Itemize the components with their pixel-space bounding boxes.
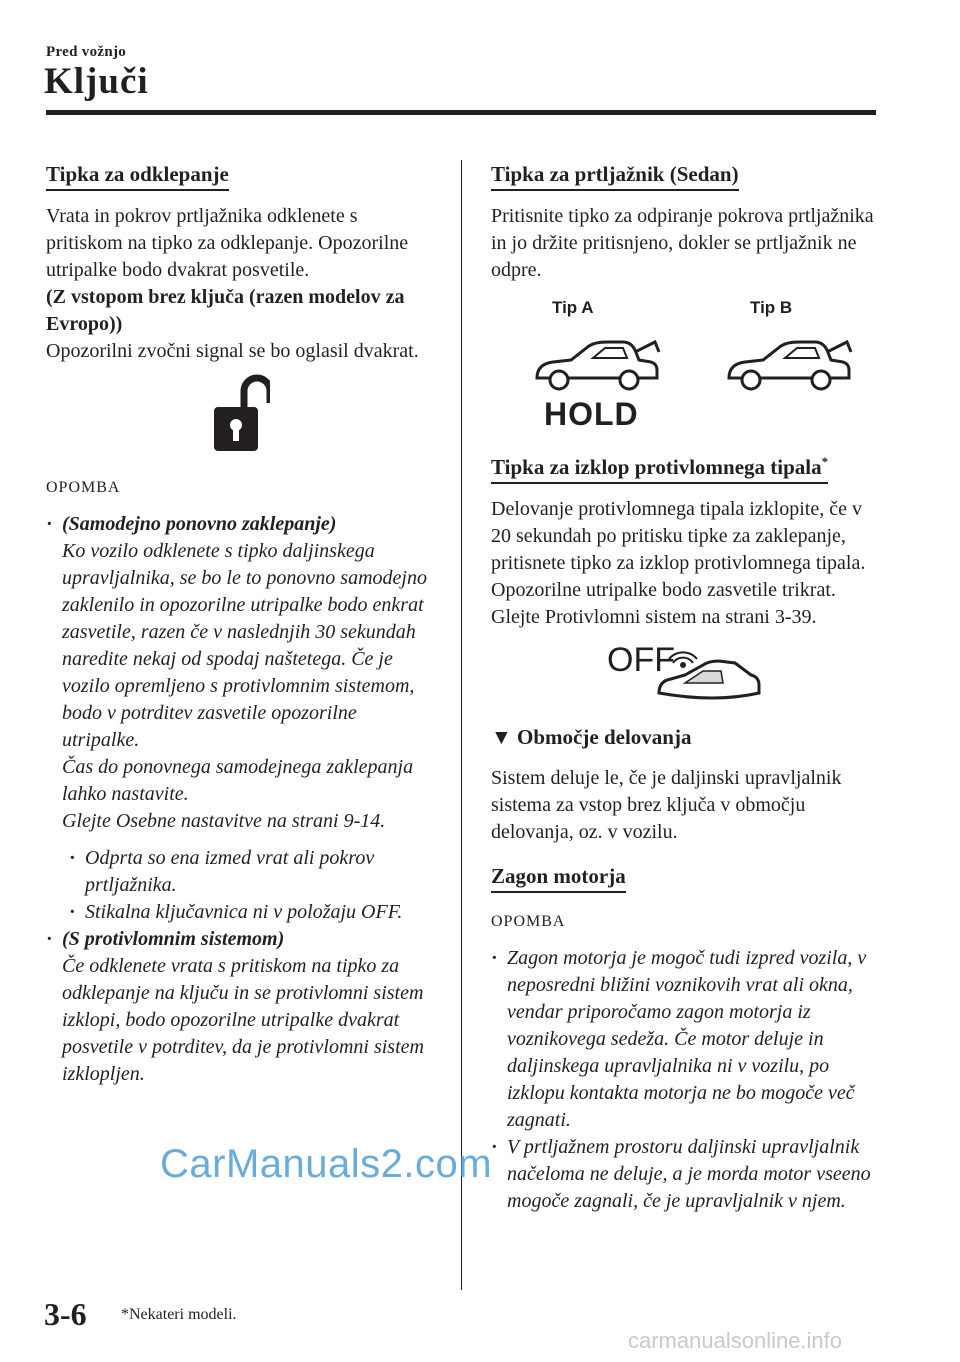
note-label: OPOMBA [491, 913, 566, 930]
note-item-autolock [46, 511, 436, 835]
note-item-alarm [46, 926, 436, 1088]
note-item-title: (Samodejno ponovno zaklepanje) [62, 513, 337, 535]
range-heading-text: Območje delovanja [517, 725, 692, 749]
intrusion-sensor-car-icon [655, 645, 765, 707]
sensor-ref: Glejte Protivlomni sistem na strani 3-39. [491, 606, 817, 628]
unlock-heading: Tipka za odklepanje [46, 160, 229, 191]
sensor-figure [491, 631, 881, 723]
sensor-text: Delovanje protivlomnega tipala izklopite, če v 20 sekundah po pritisku tipke za zaklepanje, pritisnete tipko za izklop protivlomnega tipala. Opozorilne utripalke bodo zasvetile trikrat. [491, 498, 866, 601]
trunk-heading: Tipka za prtljažnik (Sedan) [491, 160, 739, 191]
unlock-text: Vrata in pokrov prtljažnika odklenete s pritiskom na tipko za odklepanje. Opozorilne utripalke bodo dvakrat posvetile. [46, 205, 409, 281]
page-number: 3-6 [44, 1296, 87, 1332]
keyless-heading: (Z vstopom brez ključa (razen modelov za Evropo)) [46, 286, 405, 335]
note-label: OPOMBA [46, 479, 121, 496]
range-heading [491, 723, 881, 751]
note-item: · Zagon motorja je mogoč tudi izpred vozila, v neposredni bližini voznikovih vrat ali okna, vendar priporočamo zagon motorja iz voznikovega sedeža. Če motor deluje in daljinskega upravljalnika ni v vozilu, po izklopu kontakta motorja ne bo mogoče več zagnati. [491, 945, 881, 1134]
note-item-text2: Čas do ponovnega samodejnega zaklepanja lahko nastavite. [62, 756, 414, 805]
left-column [46, 160, 436, 1088]
note-item-title: (S protivlomnim sistemom) [62, 928, 285, 950]
note-item-text: Če odklenete vrata s pritiskom na tipko za odklepanje na ključu in se protivlomni sistem izklopi, bodo opozorilne utripalke dvakrat posvetile v potrditev, da je protivlomni sistem izklopljen. [62, 955, 424, 1085]
sensor-heading-text: Tipka za izklop protivlomnega tipala [491, 455, 822, 479]
type-b-label: Tip B [750, 298, 793, 317]
start-heading: Zagon motorja [491, 862, 626, 893]
title-divider [46, 110, 876, 115]
section-kicker: Pred vožnjo [46, 44, 127, 60]
right-column [491, 160, 881, 1215]
sub-item: · Odprta so ena izmed vrat ali pokrov prtljažnika. [69, 845, 436, 899]
sub-item: · Stikalna ključavnica ni v položaju OFF. [69, 899, 436, 926]
page-title: Ključi [44, 61, 149, 102]
column-divider [461, 160, 462, 1290]
trunk-text: Pritisnite tipko za odpiranje pokrova prtljažnika in jo držite pritisnjeno, dokler se prtljažnik ne odpre. [491, 205, 874, 281]
unlocked-padlock-icon [212, 373, 270, 455]
keyless-text: Opozorilni zvočni signal se bo oglasil dvakrat. [46, 340, 419, 362]
footnote: *Nekateri modeli. [121, 1306, 237, 1323]
unlock-figure [46, 365, 436, 465]
type-a-label: Tip A [552, 298, 594, 317]
watermark-primary: CarManuals2.com [160, 1142, 493, 1186]
asterisk-marker: * [821, 454, 829, 469]
range-text: Sistem deluje le, če je daljinski upravljalnik sistema za vstop brez ključa v območju delovanja, oz. v vozilu. [491, 767, 842, 843]
hold-label: HOLD [544, 396, 639, 432]
car-trunk-open-icon [531, 338, 661, 400]
trunk-figure [491, 284, 881, 444]
off-label: OFF [607, 641, 675, 679]
note-item-text: Ko vozilo odklenete s tipko daljinskega upravljalnika, se bo le to ponovno samodejno zaklenilo in opozorilne utripalke bodo enkrat zasvetile, razen če v naslednjih 30 sekundah naredite nekaj od spodaj naštetega. Če je vozilo opremljeno s protivlomnim sistemom, bodo v potrditev zasvetile opozorilne utripalke. [62, 540, 427, 751]
sensor-heading [491, 448, 828, 484]
watermark-secondary: carmanualsonline.info [628, 1328, 843, 1353]
triangle-marker-icon: ▼ [491, 725, 512, 749]
note-item-text3: Glejte Osebne nastavitve na strani 9-14. [62, 810, 386, 832]
car-trunk-open-icon [723, 338, 853, 400]
note-item: · V prtljažnem prostoru daljinski upravljalnik načeloma ne deluje, a je morda motor vseeno mogoče zagnali, če je upravljalnik v njem. [491, 1134, 881, 1215]
